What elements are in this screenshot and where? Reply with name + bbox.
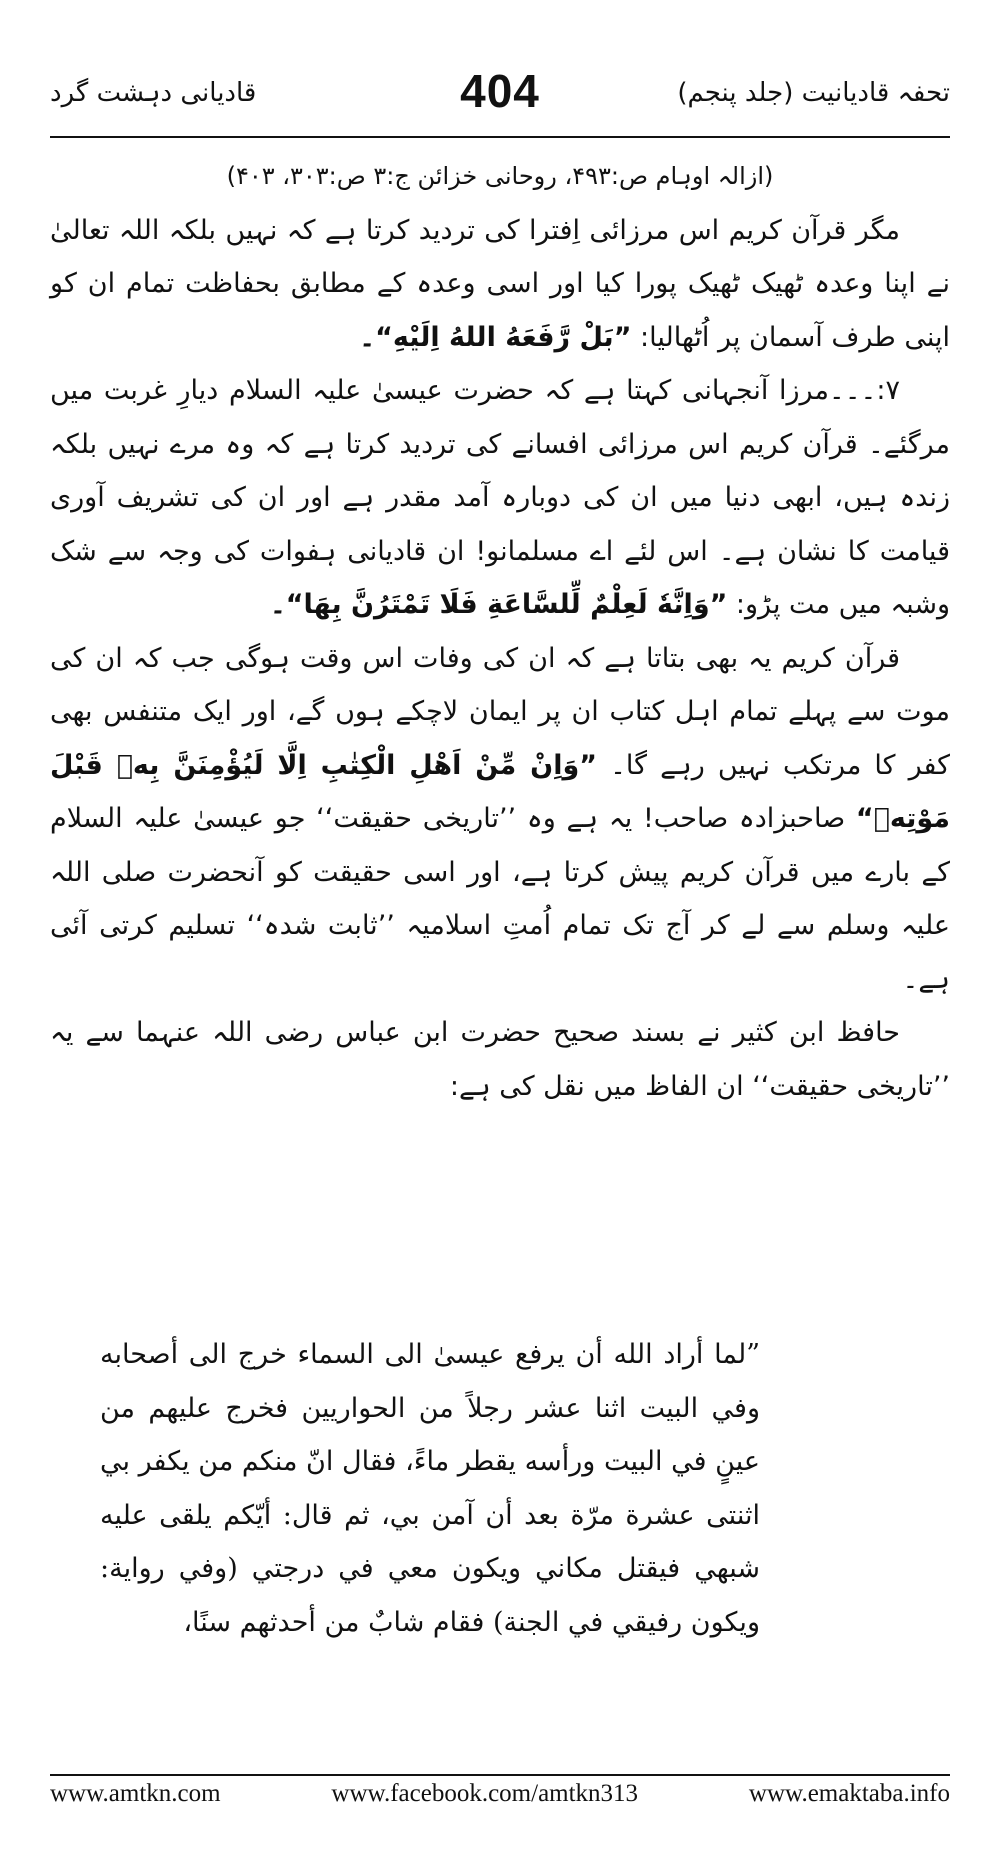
paragraph-text: مگر قرآن کریم اس مرزائی اِفترا کی تردید کرتا ہے کہ نہیں بلکہ اللہ تعالیٰ نے اپنا وعدہ ٹھیک ٹھیک پورا کیا اور اسی وعدہ کے مطابق بحفاظت تمام ان کو اپنی طرف آسمان پر اُٹھالیا: xyxy=(50,214,950,353)
reference-line: (ازالہ اوہام ص:۴۹۳، روحانی خزائن ج:۳ ص:۳۰۳، ۴۰۳) xyxy=(226,162,774,190)
section-title: قادیانی دہشت گرد xyxy=(50,78,257,108)
paragraph xyxy=(50,632,950,1007)
footer-link-facebook[interactable]: www.facebook.com/amtkn313 xyxy=(331,1780,639,1807)
paragraph-text: قرآن کریم یہ بھی بتاتا ہے کہ ان کی وفات اس وقت ہوگی جب کہ ان کی موت سے پہلے تمام اہل کتاب ان پر ایمان لاچکے ہوں گے، اور ایک متنفس بھی کفر کا مرتکب نہیں رہے گا۔ xyxy=(50,642,950,781)
page-number: 404 xyxy=(460,65,540,117)
footer-link-website[interactable]: www.amtkn.com xyxy=(50,1780,221,1807)
paragraph-text: ۷:۔۔۔مرزا آنجہانی کہتا ہے کہ حضرت عیسیٰ علیہ السلام دیارِ غربت میں مرگئے۔ قرآن کریم اس مرزائی افسانے کی تردید کرتا ہے کہ وہ مرے نہیں بلکہ زندہ ہیں، ابھی دنیا میں ان کی دوبارہ آمد مقدر ہے اور ان کی تشریف آوری قیامت کا نشان ہے۔ اس لئے اے مسلمانو! ان قادیانی ہفوات کی وجہ سے شک وشبہ میں مت پڑو: xyxy=(50,375,950,620)
arabic-quote: ”لما أراد الله أن يرفع عيسىٰ الى السماء خرج الى أصحابه وفي البيت اثنا عشر رجلاً من الحواريين فخرج عليهم من عينٍ في البيت ورأسه يقطر ماءً، فقال انّ منكم من يكفر بي اثنتى عشرة مرّة بعد أن آمن بي، ثم قال: أيّكم يلقى عليه شبهي فيقتل مكاني ويكون معي في درجتي (وفي رواية: ويكون رفيقي في الجنة) فقام شابٌ من أحدثهم سنًا، xyxy=(100,1339,760,1638)
paragraph xyxy=(50,364,950,632)
paragraph xyxy=(50,1006,950,1113)
footer-divider xyxy=(50,1774,950,1776)
page-footer xyxy=(50,1780,950,1808)
book-title: تحفہ قادیانیت (جلد پنجم) xyxy=(677,78,950,108)
paragraph-text: صاحبزادہ صاحب! یہ ہے وہ ’’تاریخی حقیقت‘‘ جو عیسیٰ علیہ السلام کے بارے میں قرآن کریم پیش کرتا ہے، اور اسی حقیقت کو آنحضرت صلی اللہ علیہ وسلم سے لے کر آج تک تمام اُمتِ اسلامیہ ’’ثابت شدہ‘‘ تسلیم کرتی آئی ہے۔ xyxy=(50,803,950,995)
paragraph-text: حافظ ابن کثیر نے بسند صحیح حضرت ابن عباس رضی اللہ عنہما سے یہ ’’تاریخی حقیقت‘‘ ان الفاظ میں نقل کی ہے: xyxy=(50,1017,950,1102)
page-body xyxy=(50,150,950,1113)
footer-link-emaktaba[interactable]: www.emaktaba.info xyxy=(748,1780,950,1807)
header-divider xyxy=(50,136,950,138)
quran-verse: ”وَاِنْ مِّنْ اَهْلِ الْكِتٰبِ اِلَّا لَيُؤْمِنَنَّ بِهٖ قَبْلَ مَوْتِهٖ“ xyxy=(50,749,950,834)
page-header xyxy=(50,64,950,124)
arabic-quote-block xyxy=(50,1328,950,1649)
quran-verse: ”وَاِنَّهٗ لَعِلْمٌ لِّلسَّاعَةِ فَلَا تَمْتَرُنَّ بِهَا“۔ xyxy=(269,589,728,620)
quran-verse: ”بَلْ رَّفَعَهُ اللهُ اِلَيْهِ“۔ xyxy=(359,321,632,353)
paragraph xyxy=(50,204,950,365)
